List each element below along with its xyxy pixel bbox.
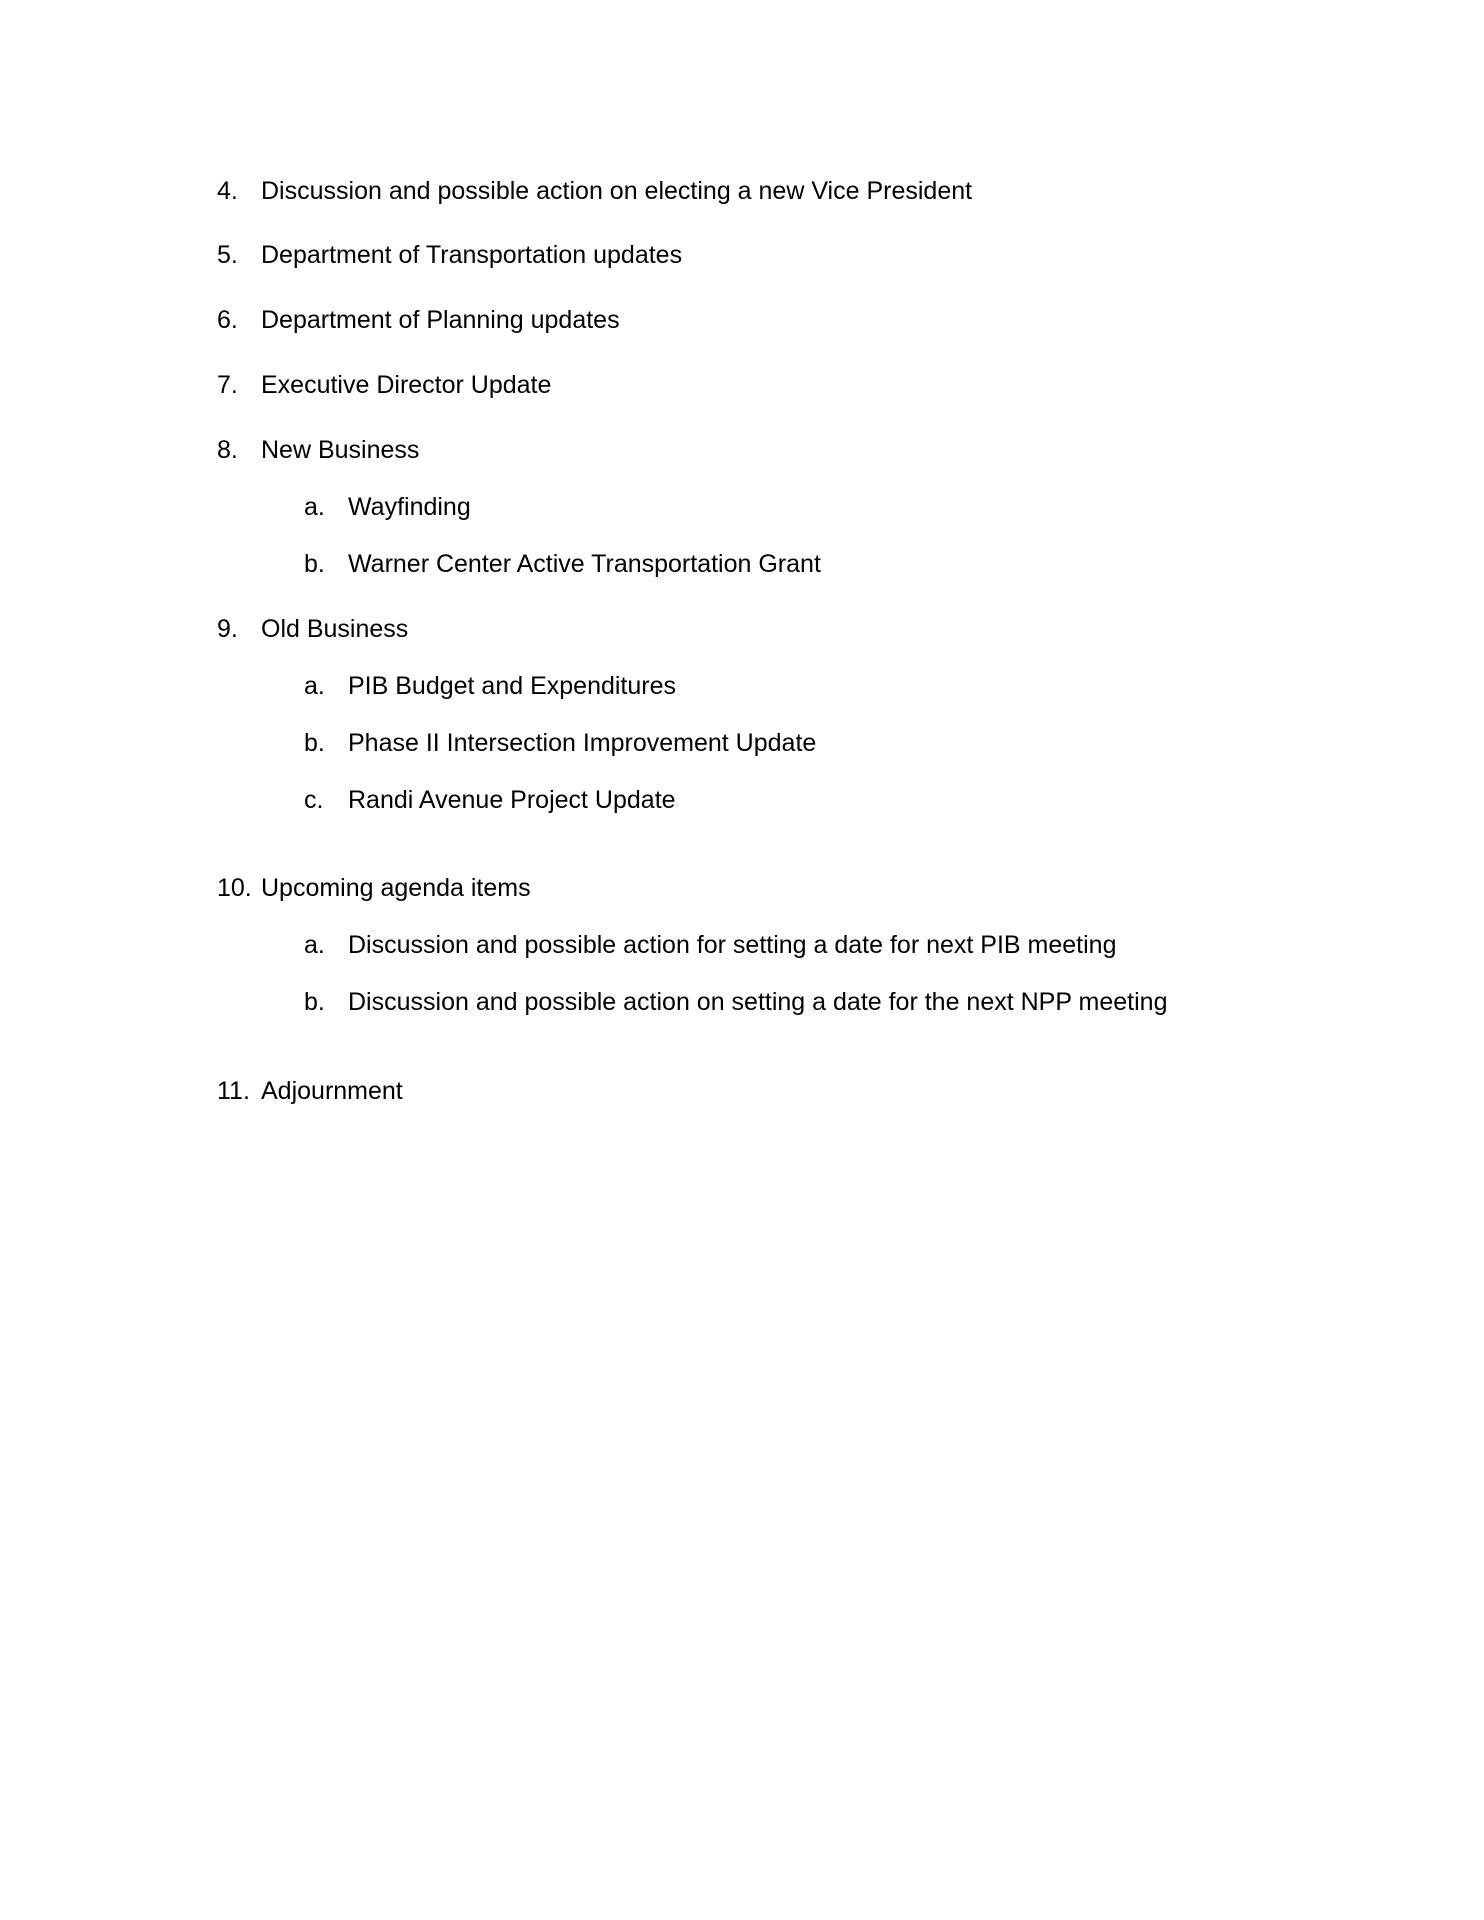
subitem-text: Discussion and possible action for setting a date for next PIB meeting	[348, 931, 1117, 959]
item-text: Upcoming agenda items	[261, 874, 531, 902]
subitem-letter: b.	[304, 988, 325, 1016]
subitem-letter: b.	[304, 550, 325, 578]
subitem-text: Phase II Intersection Improvement Update	[348, 729, 817, 757]
subitem-text: Discussion and possible action on setting a date for the next NPP meeting	[348, 988, 1168, 1016]
item-number: 10.	[217, 874, 252, 902]
item-number: 7.	[217, 371, 238, 399]
item-number: 11.	[217, 1077, 250, 1105]
subitem-letter: a.	[304, 931, 325, 959]
item-text: Old Business	[261, 615, 409, 643]
item-number: 5.	[217, 241, 238, 269]
subitem-text: Warner Center Active Transportation Grant	[348, 550, 821, 578]
item-text: Department of Planning updates	[261, 306, 620, 334]
subitem-text: PIB Budget and Expenditures	[348, 672, 677, 700]
subitem-letter: a.	[304, 493, 325, 521]
item-text: Department of Transportation updates	[261, 241, 683, 269]
subitem-letter: c.	[304, 786, 324, 814]
subitem-letter: b.	[304, 729, 325, 757]
item-number: 4.	[217, 177, 238, 205]
subitem-text: Wayfinding	[348, 493, 471, 521]
item-number: 6.	[217, 306, 238, 334]
subitem-letter: a.	[304, 672, 325, 700]
item-text: Discussion and possible action on electing a new Vice President	[261, 177, 973, 205]
item-number: 8.	[217, 436, 238, 464]
subitem-text: Randi Avenue Project Update	[348, 786, 676, 814]
item-text: Adjournment	[261, 1077, 403, 1105]
item-number: 9.	[217, 615, 238, 643]
item-text: New Business	[261, 436, 420, 464]
item-text: Executive Director Update	[261, 371, 552, 399]
